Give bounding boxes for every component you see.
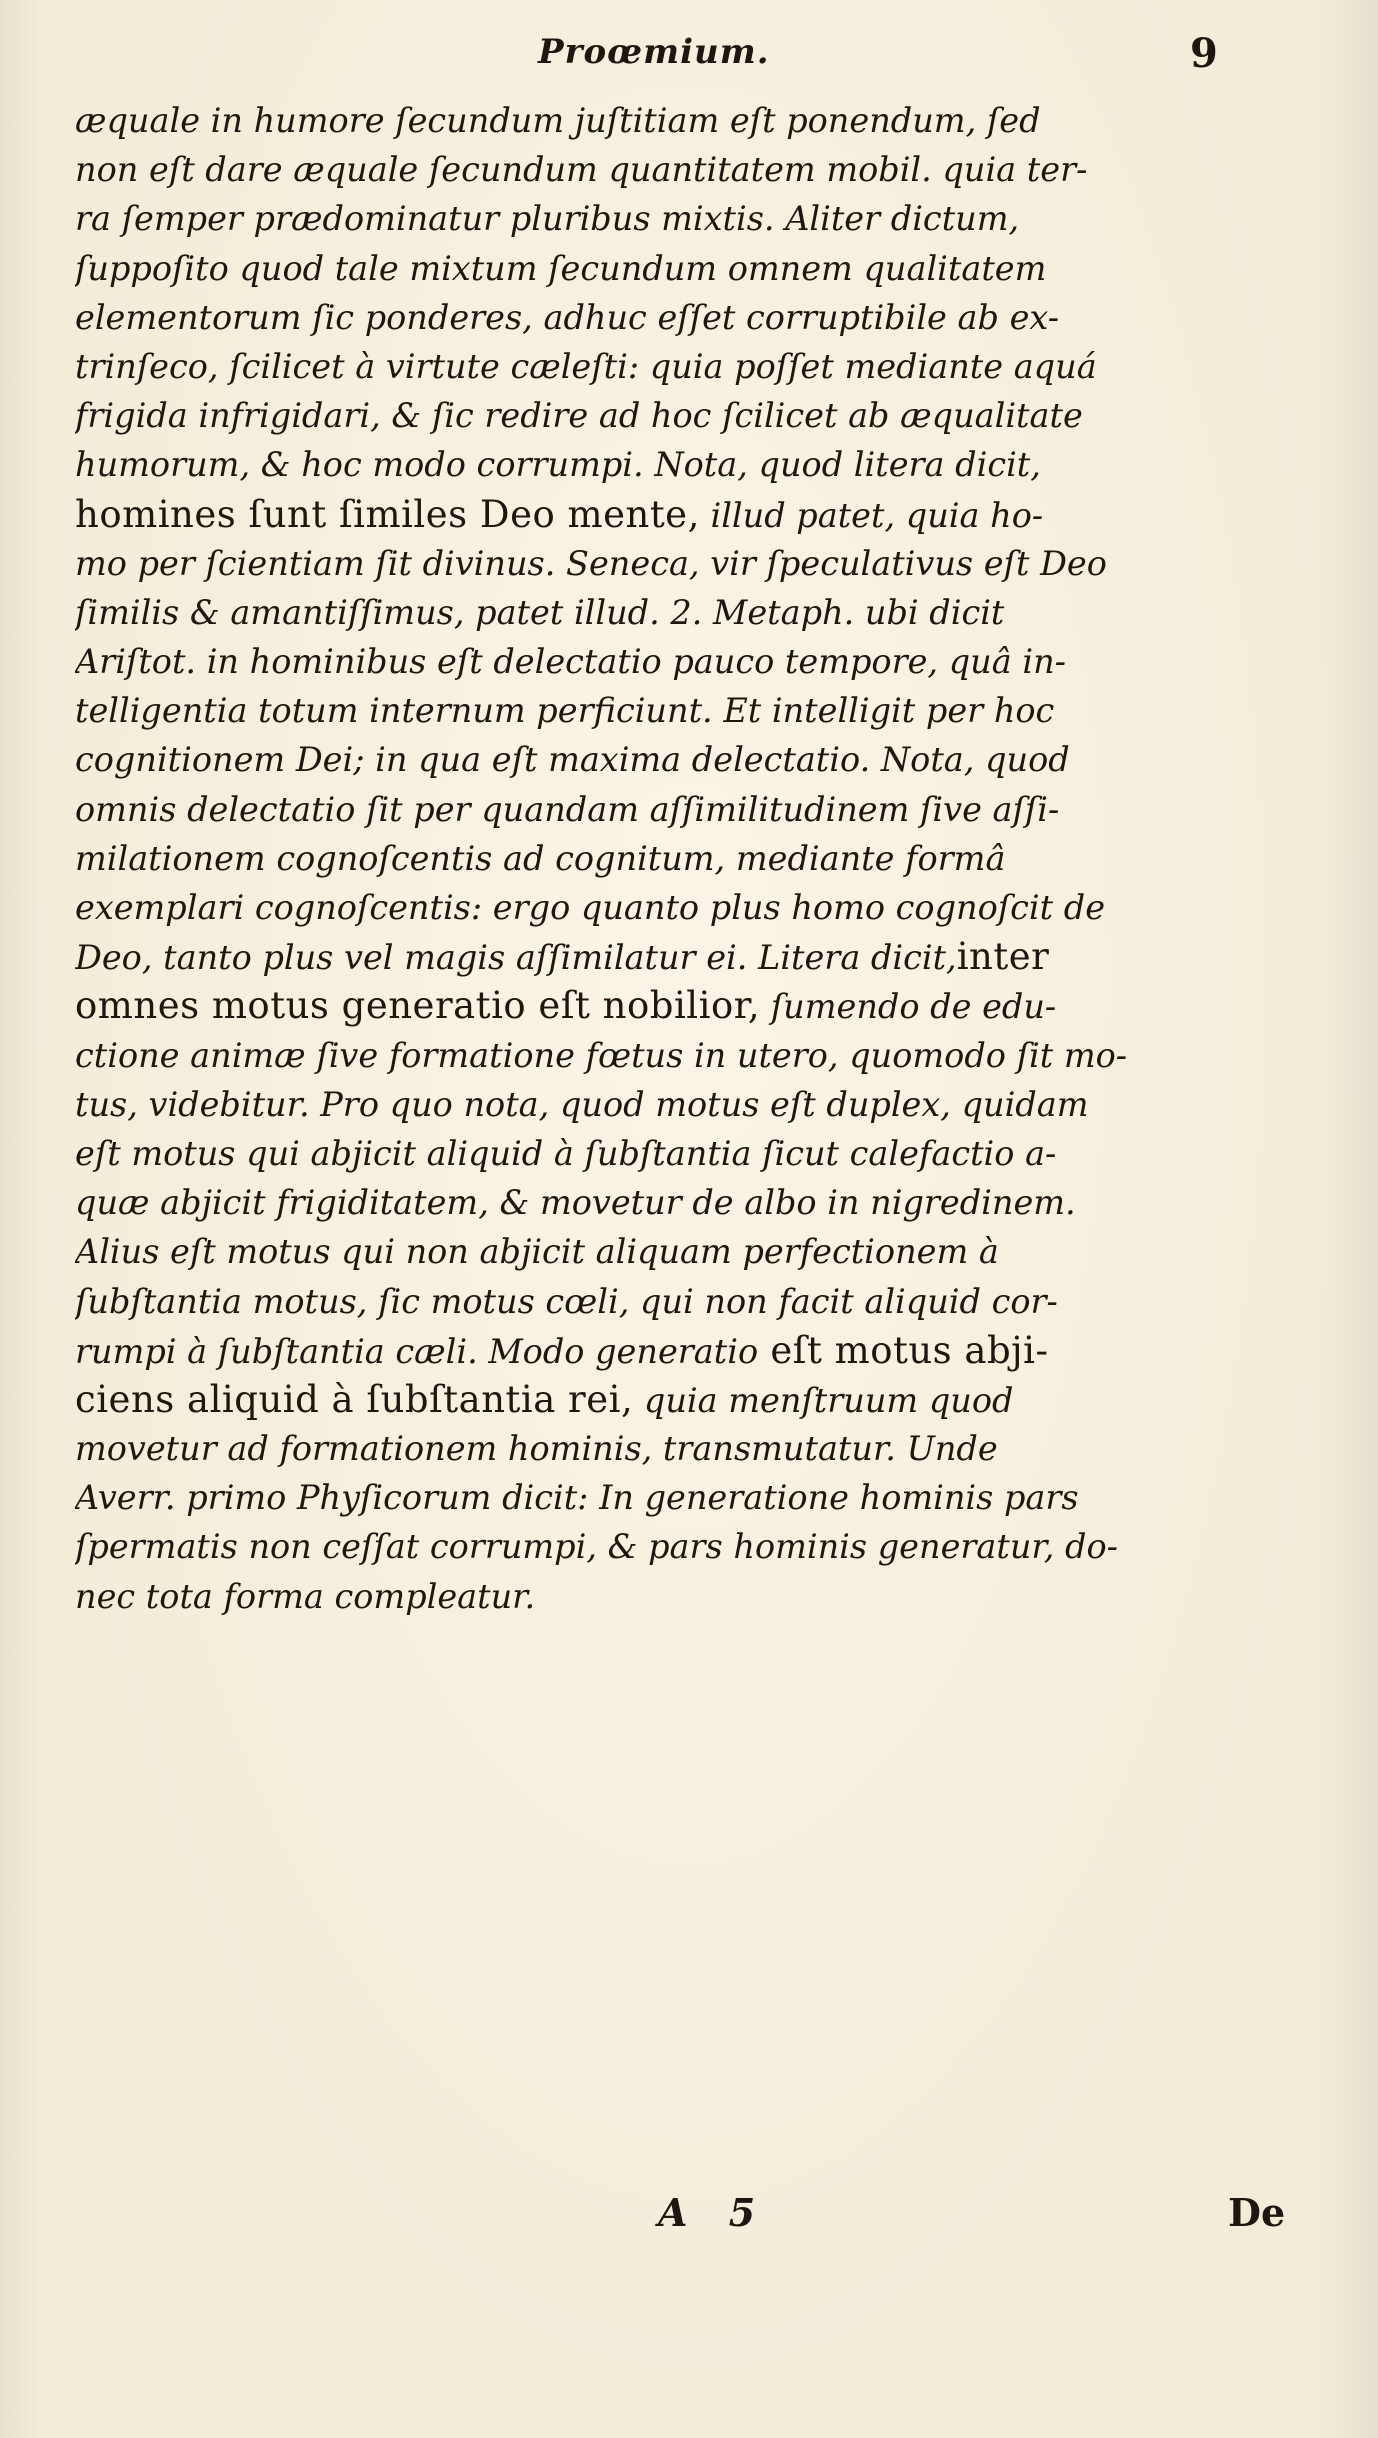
text-segment: ciens aliquid à ſubſtantia rei, — [75, 1377, 634, 1421]
text-line — [75, 1080, 1320, 1129]
text-segment: quæ abjicit frigiditatem, & movetur de albo in nigredinem. — [75, 1183, 1076, 1223]
text-line — [75, 145, 1320, 194]
text-segment: humorum, & hoc modo corrumpi. Nota, quod litera dicit, — [75, 445, 1041, 485]
text-segment: ſuppoſito quod tale mixtum ſecundum omnem qualitatem — [75, 248, 1047, 288]
text-line — [75, 686, 1320, 735]
text-segment: exemplari cognoſcentis: ergo quanto plus homo cognoſcit de — [75, 888, 1106, 927]
text-segment: telligentia totum internum perficiunt. Et intelligit per hoc — [75, 691, 1055, 731]
text-line — [75, 1572, 1320, 1621]
body-text — [75, 96, 1320, 1621]
text-line — [75, 1326, 1320, 1375]
text-line — [75, 1129, 1320, 1178]
text-line — [75, 490, 1320, 539]
text-segment: ſpermatis non ceſſat corrumpi, & pars hominis generatur, do- — [75, 1527, 1118, 1567]
text-segment: nec tota forma compleatur. — [75, 1576, 536, 1616]
text-line — [75, 1178, 1320, 1227]
text-segment: frigida infrigidari, & ſic redire ad hoc ſcilicet ab æqualitate — [75, 396, 1083, 436]
text-line — [75, 883, 1320, 932]
text-segment: movetur ad formationem hominis, transmutatur. Unde — [75, 1429, 998, 1469]
text-line — [75, 539, 1320, 588]
text-segment: omnes motus generatio eſt nobilior, — [75, 984, 761, 1028]
text-segment: illud patet, quia ho- — [699, 495, 1044, 535]
text-segment: tus, videbitur. Pro quo nota, quod motus eſt duplex, quidam — [75, 1084, 1089, 1124]
text-line — [75, 588, 1320, 637]
text-segment: cognitionem Dei; in qua eſt maxima delectatio. Nota, quod — [75, 740, 1070, 780]
text-line — [75, 391, 1320, 440]
text-segment: trinſeco, ſcilicet à virtute cæleſti: quia poſſet mediante aquá — [75, 346, 1097, 386]
text-line — [75, 293, 1320, 342]
text-line — [75, 1375, 1320, 1424]
running-title: Proœmium. — [538, 32, 770, 72]
text-line — [75, 1227, 1320, 1276]
signature-mark: A 5 — [658, 2190, 770, 2235]
text-segment: Ariſtot. in hominibus eſt delectatio pauco tempore, quâ in- — [75, 642, 1066, 682]
text-segment: mo per ſcientiam ſit divinus. Seneca, vir ſpeculativus eſt Deo — [75, 543, 1107, 583]
text-line — [75, 637, 1320, 686]
text-line — [75, 1473, 1320, 1522]
text-segment: ctione animæ ſive formatione fœtus in utero, quomodo ſit mo- — [75, 1035, 1128, 1075]
text-line — [75, 1031, 1320, 1080]
text-segment: non eſt dare æquale ſecundum quantitatem mobil. quia ter- — [75, 150, 1088, 190]
text-segment: quia menſtruum quod — [633, 1380, 1014, 1420]
text-line — [75, 1522, 1320, 1571]
text-segment: Alius eſt motus qui non abjicit aliquam perfectionem à — [75, 1232, 999, 1272]
text-segment: Deo, tanto plus vel magis aſſimilatur ei. Litera dicit, — [75, 938, 957, 978]
text-line — [75, 1424, 1320, 1473]
text-segment: æquale in humore ſecundum juſtitiam eſt ponendum, ſed — [75, 101, 1041, 140]
text-segment: ſumendo de edu- — [760, 987, 1057, 1027]
text-segment: rumpi à ſubſtantia cæli. Modo generatio — [75, 1331, 759, 1371]
text-segment: Averr. primo Phyſicorum dicit: In generatione hominis pars — [75, 1478, 1079, 1518]
text-line — [75, 834, 1320, 883]
text-segment: elementorum ſic ponderes, adhuc eſſet corruptibile ab ex- — [75, 297, 1060, 337]
text-segment: ſubſtantia motus, ſic motus cœli, qui non facit aliquid cor- — [75, 1281, 1058, 1321]
text-line — [75, 735, 1320, 784]
text-line — [75, 342, 1320, 391]
text-line — [75, 785, 1320, 834]
text-segment: omnis delectatio ſit per quandam aſſimilitudinem ſive aſſi- — [75, 789, 1060, 829]
text-segment: eſt motus abji- — [758, 1328, 1049, 1372]
text-line — [75, 440, 1320, 489]
text-segment: ra ſemper prædominatur pluribus mixtis. Aliter dictum, — [75, 199, 1020, 239]
text-line — [75, 96, 1320, 145]
text-line — [75, 194, 1320, 243]
page-footer — [0, 2190, 1378, 2250]
text-segment: homines ſunt ſimiles Deo mente, — [75, 492, 700, 536]
page-header — [0, 30, 1378, 80]
text-line — [75, 932, 1320, 981]
text-segment: ſimilis & amantiſſimus, patet illud. 2. Metaph. ubi dicit — [75, 592, 1005, 632]
text-line — [75, 244, 1320, 293]
text-segment: eſt motus qui abjicit aliquid à ſubſtantia ſicut calefactio a- — [75, 1133, 1057, 1173]
text-segment: inter — [956, 935, 1050, 979]
text-line — [75, 981, 1320, 1030]
page-number: 9 — [1190, 30, 1218, 77]
catchword: De — [1228, 2190, 1286, 2235]
text-segment: milationem cognoſcentis ad cognitum, mediante formâ — [75, 838, 1006, 878]
text-line — [75, 1277, 1320, 1326]
